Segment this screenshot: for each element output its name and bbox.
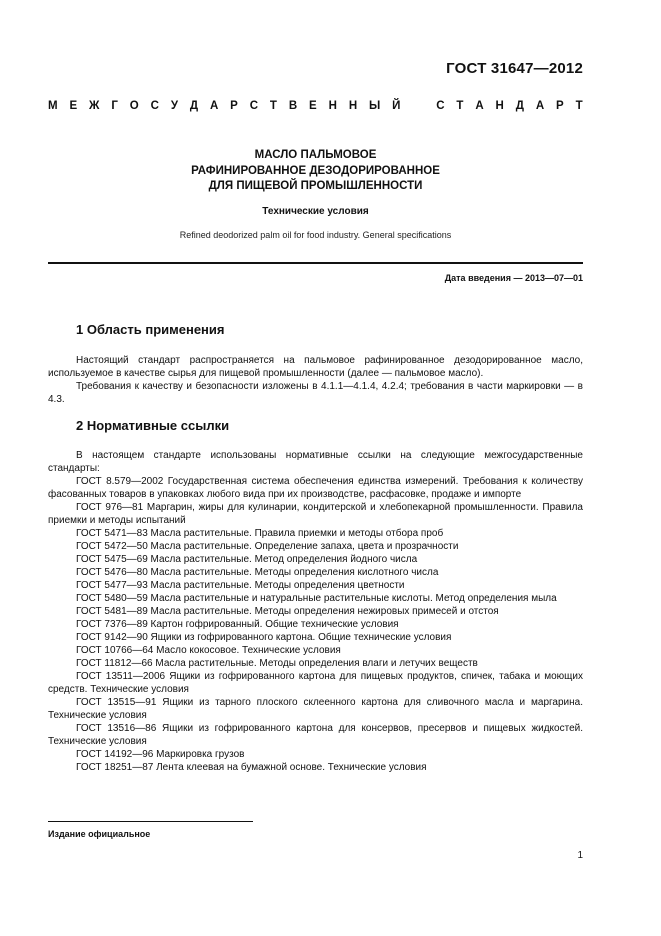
section-1-heading: 1 Область применения <box>76 322 225 337</box>
heading-letter: Т <box>456 100 464 112</box>
heading-letter: Р <box>556 100 564 112</box>
interstate-standard-heading <box>48 100 583 112</box>
reference-item: ГОСТ 13515—91 Ящики из тарного плоского склеенного картона для сливочного масла и маргарина. Технические условия <box>48 697 583 721</box>
section-scope <box>48 322 583 406</box>
header-divider <box>48 262 583 264</box>
reference-item: ГОСТ 8.579—2002 Государственная система обеспечения единства измерений. Требования к количеству фасованных товаров в упаковках любого вида при их производстве, расфасовке, продаже и импорте <box>48 476 583 500</box>
reference-item: ГОСТ 5481—89 Масла растительные. Методы определения нежировых примесей и отстоя <box>76 606 499 617</box>
heading-letter: Н <box>328 100 337 112</box>
footer-divider <box>48 821 253 822</box>
reference-item: ГОСТ 14192—96 Маркировка грузов <box>76 749 245 760</box>
heading-letter: С <box>249 100 259 112</box>
heading-letter: У <box>170 100 178 112</box>
heading-letter: Е <box>309 100 317 112</box>
heading-gap <box>412 100 424 112</box>
english-title: Refined deodorized palm oil for food industry. General specifications <box>179 229 452 240</box>
reference-item: ГОСТ 5476—80 Масла растительные. Методы определения кислотного числа <box>76 567 439 578</box>
heading-letter: Й <box>392 100 401 112</box>
heading-letter: А <box>209 100 219 112</box>
title-line-2: РАФИНИРОВАННОЕ ДЕЗОДОРИРОВАННОЕ <box>191 164 440 177</box>
reference-list <box>48 475 583 774</box>
reference-item: ГОСТ 11812—66 Масла растительные. Методы определения влаги и летучих веществ <box>76 658 478 669</box>
heading-letter: Р <box>230 100 238 112</box>
subtitle: Технические условия <box>262 205 369 217</box>
section-1-paragraph: Настоящий стандарт распространяется на пальмовое рафинированное дезодорированное масло, используемое в качестве сырья для пищевой промышленности (далее — пальмовое масло). <box>48 355 583 379</box>
heading-letter: М <box>48 100 58 112</box>
reference-item: ГОСТ 10766—64 Масло кокосовое. Технические условия <box>76 645 341 656</box>
official-edition-label: Издание официальное <box>48 829 151 839</box>
reference-item: ГОСТ 13511—2006 Ящики из гофрированного картона для пищевых продуктов, спичек, табака и моющих средств. Технические условия <box>48 671 583 695</box>
reference-item: ГОСТ 18251—87 Лента клеевая на бумажной основе. Технические условия <box>76 762 427 773</box>
section-normative-references <box>48 418 583 774</box>
heading-letter: Н <box>348 100 358 112</box>
heading-letter: А <box>475 100 484 112</box>
reference-item: ГОСТ 5471—83 Масла растительные. Правила приемки и методы отбора проб <box>76 528 444 539</box>
heading-letter: Ж <box>89 100 100 112</box>
reference-item: ГОСТ 5472—50 Масла растительные. Определение запаха, цвета и прозрачности <box>76 541 459 552</box>
heading-letter: Ы <box>369 100 381 112</box>
heading-letter: Д <box>189 100 199 112</box>
heading-letter: В <box>288 100 298 112</box>
reference-item: ГОСТ 7376—89 Картон гофрированный. Общие технические условия <box>76 619 399 630</box>
reference-item: ГОСТ 9142—90 Ящики из гофрированного картона. Общие технические условия <box>76 632 452 643</box>
heading-letter: А <box>535 100 545 112</box>
title-line-1: МАСЛО ПАЛЬМОВОЕ <box>254 149 377 161</box>
section-2-heading: 2 Нормативные ссылки <box>76 418 230 433</box>
heading-letter: Т <box>575 100 583 112</box>
standard-code: ГОСТ 31647—2012 <box>446 60 583 77</box>
introduction-date: Дата введения — 2013—07—01 <box>444 273 583 283</box>
section-1-paragraph: Требования к качеству и безопасности изложены в 4.1.1—4.1.4, 4.2.4; требования в части маркировки — в 4.3. <box>48 381 583 405</box>
reference-item: ГОСТ 13516—86 Ящики из гофрированного картона для консервов, пресервов и пищевых жидкостей. Технические условия <box>48 723 583 747</box>
reference-item: ГОСТ 5475—69 Масла растительные. Метод определения йодного числа <box>76 554 418 565</box>
reference-item: ГОСТ 5480—59 Масла растительные и натуральные растительные кислоты. Метод определения мыла <box>76 593 557 604</box>
heading-letter: С <box>150 100 159 112</box>
heading-letter: Т <box>269 100 277 112</box>
title-line-3: ДЛЯ ПИЩЕВОЙ ПРОМЫШЛЕННОСТИ <box>208 180 423 192</box>
heading-letter: Е <box>69 100 78 112</box>
heading-letter: Г <box>111 100 118 112</box>
heading-letter: О <box>129 100 139 112</box>
reference-item: ГОСТ 5477—93 Масла растительные. Методы определения цветности <box>76 580 405 591</box>
section-2-intro: В настоящем стандарте использованы нормативные ссылки на следующие межгосударственные стандарты: <box>48 450 583 474</box>
heading-letter: С <box>436 100 445 112</box>
title-block <box>48 148 583 240</box>
reference-item: ГОСТ 976—81 Маргарин, жиры для кулинарии, кондитерской и хлебопекарной промышленности. Правила приемки и методы испытаний <box>48 502 583 526</box>
heading-letter: Н <box>495 100 504 112</box>
page-number: 1 <box>577 850 583 861</box>
heading-letter: Д <box>515 100 524 112</box>
